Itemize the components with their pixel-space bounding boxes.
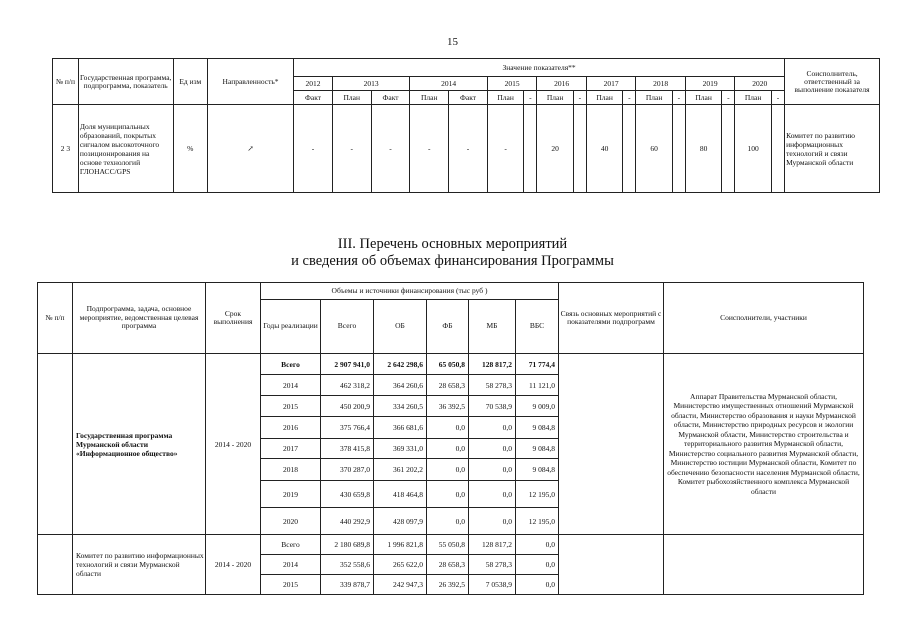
amount-cell: 58 278,3 [469, 375, 516, 396]
executors-cell [664, 535, 864, 595]
t2-header-financing: Объемы и источники финансирования (тыс руб ) [261, 283, 559, 300]
t1-value-cell: 100 [735, 105, 772, 193]
amount-cell: 0,0 [516, 535, 559, 555]
group-num [38, 535, 73, 595]
amount-cell: 2 180 689,8 [321, 535, 374, 555]
amount-cell: 0,0 [516, 555, 559, 575]
amount-cell: 9 084,8 [516, 439, 559, 459]
amount-cell: 364 260,6 [374, 375, 427, 396]
t1-subheader: План [410, 91, 449, 105]
t1-subheader: План [735, 91, 772, 105]
t1-subheader: - [722, 91, 735, 105]
amount-cell: 0,0 [427, 417, 469, 439]
group-term: 2014 - 2020 [206, 354, 261, 535]
t1-value-cell: 20 [537, 105, 574, 193]
amount-cell: 428 097,9 [374, 508, 427, 535]
table-row [38, 535, 864, 555]
t1-value-cell: - [332, 105, 371, 193]
t2-header-term: Срок выполнения [206, 283, 261, 354]
t2-header-num: № п/п [38, 283, 73, 354]
t1-subheader: - [771, 91, 784, 105]
amount-cell: 418 464,8 [374, 481, 427, 508]
t1-year: 2018 [636, 77, 686, 91]
year-cell: 2014 [261, 555, 321, 575]
t1-header-unit: Ед изм [173, 59, 207, 105]
amount-cell: 265 622,0 [374, 555, 427, 575]
t1-header-program: Государственная программа, подпрограмма, показатель [78, 59, 173, 105]
amount-cell: 1 996 821,8 [374, 535, 427, 555]
t1-subheader: - [623, 91, 636, 105]
t1-subheader: План [586, 91, 623, 105]
amount-cell: 11 121,0 [516, 375, 559, 396]
amount-cell: 0,0 [427, 459, 469, 481]
year-cell: Всего [261, 535, 321, 555]
t1-value-cell: - [449, 105, 488, 193]
amount-cell: 361 202,2 [374, 459, 427, 481]
amount-cell: 334 260,5 [374, 396, 427, 417]
amount-cell: 7 0538,9 [469, 575, 516, 595]
table-row [38, 354, 864, 375]
t1-value-cell: 60 [636, 105, 673, 193]
amount-cell: 36 392,5 [427, 396, 469, 417]
t1-subheader: Факт [294, 91, 333, 105]
t1-subheader: - [573, 91, 586, 105]
amount-cell: 9 009,0 [516, 396, 559, 417]
t2-header-fb: ФБ [427, 300, 469, 354]
year-cell: 2015 [261, 396, 321, 417]
t1-value-cell: - [371, 105, 410, 193]
amount-cell: 0,0 [469, 417, 516, 439]
amount-cell: 55 050,8 [427, 535, 469, 555]
year-cell: 2014 [261, 375, 321, 396]
t1-header-num: № п/п [53, 59, 79, 105]
t1-value-cell [672, 105, 685, 193]
amount-cell: 65 050,8 [427, 354, 469, 375]
amount-cell: 0,0 [469, 459, 516, 481]
link-cell [559, 354, 664, 535]
t1-row-executor: Комитет по развитию информационных технологий и связи Мурманской области [785, 105, 880, 193]
amount-cell: 128 817,2 [469, 535, 516, 555]
t2-header-mb: МБ [469, 300, 516, 354]
t1-row-num: 2 3 [53, 105, 79, 193]
t1-subheader: Факт [449, 91, 488, 105]
t2-header-total: Всего [321, 300, 374, 354]
t1-year: 2012 [294, 77, 333, 91]
t1-subheader: План [636, 91, 673, 105]
amount-cell: 0,0 [516, 575, 559, 595]
t1-subheader: План [685, 91, 722, 105]
amount-cell: 242 947,3 [374, 575, 427, 595]
t1-header-executor: Соисполнитель, ответственный за выполнение показателя [785, 59, 880, 105]
amount-cell: 378 415,8 [321, 439, 374, 459]
t1-subheader: План [487, 91, 524, 105]
amount-cell: 128 817,2 [469, 354, 516, 375]
year-cell: Всего [261, 354, 321, 375]
t1-value-cell [573, 105, 586, 193]
amount-cell: 0,0 [469, 439, 516, 459]
amount-cell: 369 331,0 [374, 439, 427, 459]
amount-cell: 430 659,8 [321, 481, 374, 508]
amount-cell: 450 200,9 [321, 396, 374, 417]
t1-value-cell [722, 105, 735, 193]
amount-cell: 0,0 [427, 439, 469, 459]
amount-cell: 9 084,8 [516, 459, 559, 481]
section-heading-line1: III. Перечень основных мероприятий [337, 236, 568, 252]
t1-subheader: План [332, 91, 371, 105]
t2-header-ob: ОБ [374, 300, 427, 354]
link-cell [559, 535, 664, 595]
t1-value-cell [623, 105, 636, 193]
t1-row-direction-icon: ↗ [208, 105, 294, 193]
t1-value-cell: - [410, 105, 449, 193]
t1-header-direction: Направленность* [208, 59, 294, 105]
amount-cell: 375 766,4 [321, 417, 374, 439]
amount-cell: 26 392,5 [427, 575, 469, 595]
t1-value-cell: 80 [685, 105, 722, 193]
t1-subheader: - [524, 91, 537, 105]
amount-cell: 58 278,3 [469, 555, 516, 575]
year-cell: 2019 [261, 481, 321, 508]
amount-cell: 28 658,3 [427, 375, 469, 396]
financing-table [37, 282, 864, 595]
amount-cell: 9 084,8 [516, 417, 559, 439]
amount-cell: 2 642 298,6 [374, 354, 427, 375]
amount-cell: 70 538,9 [469, 396, 516, 417]
executors-cell: Аппарат Правительства Мурманской области, Министерство имущественных отношений Мурманской области, Министерство образования и науки Мурманской области, Министерство природных ресурсов и экологии Мурманской области, Министерство строительства и территориального развития Мурманской области, Министерство социального развития Мурманской области, Министерство юстиции Мурманской области, Комитет по обеспечению безопасности населения Мурманской области, Комитет рыбохозяйственного комплекса Мурманской области [664, 354, 864, 535]
t1-subheader: Факт [371, 91, 410, 105]
t1-year: 2017 [586, 77, 636, 91]
t1-value-cell: 40 [586, 105, 623, 193]
amount-cell: 0,0 [427, 481, 469, 508]
amount-cell: 28 658,3 [427, 555, 469, 575]
year-cell: 2015 [261, 575, 321, 595]
t1-row-unit: % [173, 105, 207, 193]
amount-cell: 370 287,0 [321, 459, 374, 481]
amount-cell: 12 195,0 [516, 508, 559, 535]
group-term: 2014 - 2020 [206, 535, 261, 595]
group-name: Комитет по развитию информационных технологий и связи Мурманской области [73, 535, 206, 595]
t2-header-vbs: ВБС [516, 300, 559, 354]
t1-year: 2015 [487, 77, 537, 91]
indicator-table [52, 58, 880, 193]
year-cell: 2017 [261, 439, 321, 459]
amount-cell: 366 681,6 [374, 417, 427, 439]
amount-cell: 339 878,7 [321, 575, 374, 595]
t1-header-values: Значение показателя** [294, 59, 785, 77]
t1-subheader: План [537, 91, 574, 105]
amount-cell: 12 195,0 [516, 481, 559, 508]
t1-value-cell [771, 105, 784, 193]
t2-header-name: Подпрограмма, задача, основное мероприятие, ведомственная целевая программа [73, 283, 206, 354]
t1-year: 2013 [332, 77, 410, 91]
t1-year: 2014 [410, 77, 488, 91]
year-cell: 2018 [261, 459, 321, 481]
section-heading-line2: и сведения об объемах финансирования Программы [291, 253, 614, 269]
t1-year: 2020 [735, 77, 785, 91]
amount-cell: 0,0 [469, 508, 516, 535]
year-cell: 2016 [261, 417, 321, 439]
section-heading [0, 236, 905, 270]
t1-subheader: - [672, 91, 685, 105]
t1-value-cell [524, 105, 537, 193]
t1-year: 2019 [685, 77, 735, 91]
group-name: Государственная программа Мурманской области «Информационное общество» [73, 354, 206, 535]
t1-value-cell: - [294, 105, 333, 193]
amount-cell: 0,0 [469, 481, 516, 508]
amount-cell: 352 558,6 [321, 555, 374, 575]
group-num [38, 354, 73, 535]
amount-cell: 462 318,2 [321, 375, 374, 396]
t1-row-name: Доля муниципальных образований, покрытых сигналом высокоточного позиционирования на основе технологий ГЛОНАСС/GPS [78, 105, 173, 193]
amount-cell: 2 907 941,0 [321, 354, 374, 375]
amount-cell: 71 774,4 [516, 354, 559, 375]
amount-cell: 0,0 [427, 508, 469, 535]
t1-year: 2016 [537, 77, 587, 91]
amount-cell: 440 292,9 [321, 508, 374, 535]
year-cell: 2020 [261, 508, 321, 535]
t2-header-link: Связь основных мероприятий с показателями подпрограмм [559, 283, 664, 354]
t2-header-executors: Соисполнители, участники [664, 283, 864, 354]
t2-header-years: Годы реализации [261, 300, 321, 354]
page-number: 15 [447, 36, 458, 48]
t1-value-cell: - [487, 105, 524, 193]
